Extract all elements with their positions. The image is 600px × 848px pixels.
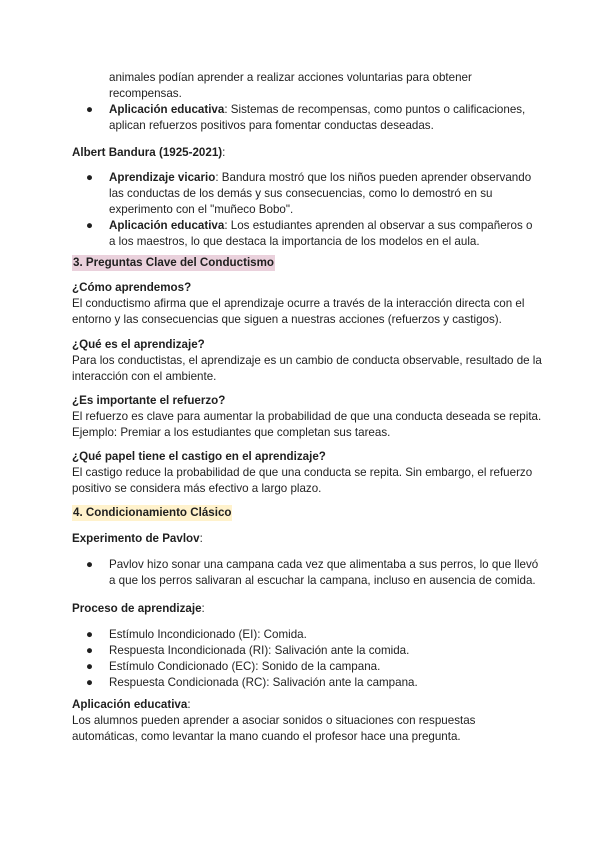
list-item: ● Estímulo Condicionado (EC): Sonido de la campana.: [86, 660, 381, 673]
list-item: ● Estímulo Incondicionado (EI): Comida.: [86, 628, 307, 641]
bullet-icon: ●: [86, 628, 94, 641]
question-title: ¿Es importante el refuerzo?: [72, 394, 226, 407]
question-block: [72, 337, 542, 385]
skinner-list: [72, 102, 542, 134]
list-item: ● Aplicación educativa: Sistemas de recompensas, como puntos o calificaciones, aplican refuerzos positivos para fomentar conductas deseadas.: [86, 103, 526, 132]
application-text: Los alumnos pueden aprender a asociar sonidos o situaciones con respuestas automáticas, como levantar la mano cuando el profesor hace una pregunta.: [72, 714, 476, 743]
question-block: [72, 393, 542, 441]
section-4-title: 4. Condicionamiento Clásico: [73, 506, 232, 519]
bullet-icon: ●: [86, 644, 94, 657]
bandura-heading: Albert Bandura (1925-2021):: [72, 146, 226, 159]
question-answer: El castigo reduce la probabilidad de que una conducta se repita. Sin embargo, el refuerzo positivo se considera más efectivo a largo plazo.: [72, 466, 533, 495]
process-list: [72, 627, 542, 691]
question-answer: El conductismo afirma que el aprendizaje ocurre a través de la interacción directa con el entorno y las consecuencias que siguen a nuestras acciones (refuerzos y castigos).: [72, 297, 525, 326]
question-block: [72, 449, 542, 497]
bullet-icon: ●: [86, 171, 94, 184]
section-3-title: 3. Preguntas Clave del Conductismo: [73, 256, 275, 269]
bandura-list: [72, 170, 542, 250]
list-item: ● Aplicación educativa: Los estudiantes aprenden al observar a sus compañeros o a los maestros, lo que destaca la importancia de los modelos en el aula.: [86, 219, 533, 248]
bullet-icon: ●: [86, 103, 94, 116]
application-heading: Aplicación educativa:: [72, 698, 191, 711]
list-item: ● Respuesta Incondicionada (RI): Salivación ante la comida.: [86, 644, 410, 657]
question-title: ¿Cómo aprendemos?: [72, 281, 192, 294]
question-title: ¿Qué es el aprendizaje?: [72, 338, 205, 351]
list-item: ● Aprendizaje vicario: Bandura mostró que los niños pueden aprender observando las conductas de los demás y sus consecuencias, como lo demostró en su experimento con el "muñeco Bobo".: [86, 171, 532, 216]
experiment-list: [72, 557, 542, 589]
question-answer: El refuerzo es clave para aumentar la probabilidad de que una conducta deseada se repita. Ejemplo: Premiar a los estudiantes que completan sus tareas.: [72, 410, 542, 439]
list-item: ● Pavlov hizo sonar una campana cada vez que alimentaba a sus perros, lo que llevó a que los perros salivaran al escuchar la campana, incluso en ausencia de comida.: [86, 558, 539, 587]
process-heading: Proceso de aprendizaje:: [72, 602, 205, 615]
list-item: ● Respuesta Condicionada (RC): Salivación ante la campana.: [86, 676, 418, 689]
bullet-icon: ●: [86, 558, 94, 571]
bullet-icon: ●: [86, 676, 94, 689]
continuation-text: animales podían aprender a realizar acciones voluntarias para obtener recompensas.: [109, 71, 472, 100]
bullet-icon: ●: [86, 660, 94, 673]
question-block: [72, 280, 542, 328]
question-title: ¿Qué papel tiene el castigo en el aprendizaje?: [72, 450, 326, 463]
bullet-icon: ●: [86, 219, 94, 232]
experiment-heading: Experimento de Pavlov:: [72, 532, 203, 545]
question-answer: Para los conductistas, el aprendizaje es un cambio de conducta observable, resultado de la interacción con el ambiente.: [72, 354, 542, 383]
